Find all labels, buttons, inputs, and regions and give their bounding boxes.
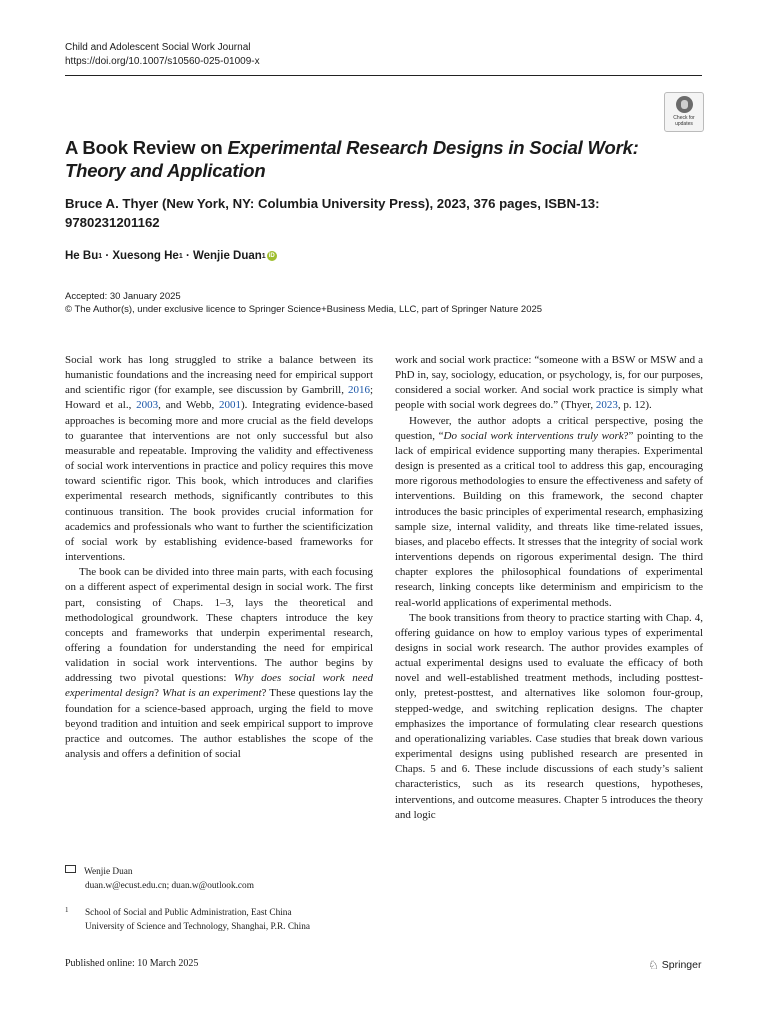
paragraph: The book transitions from theory to practice starting with Chap. 4, offering guidance on how to employ various types of experimental designs in social work research. The author provides examples of actual experimental designs used to evaluate the efficacy of both novel and well-established treatment methods, including posttest-only, pretest-posttest, and alternatives like solomon four-group, stepped-wedge, and switching replication designs. The chapter emphasizes the importance of formulating clear research questions and operationalizing variables. Case studies that break down various experimental designs using published research are presented in Chaps. 5 and 6. These include discussions of each study’s salient characteristics, such as its research questions, hypotheses, interventions, and outcome measures. Chapter 5 introduces the theory and logic [395,611,703,821]
citation-link[interactable]: 2003 [136,399,159,412]
published-date: Published online: 10 March 2025 [65,958,199,969]
affiliation-line: School of Social and Public Administration, East China [85,908,292,918]
book-citation: Bruce A. Thyer (New York, NY: Columbia University Press), 2023, 376 pages, ISBN-13: 9780231201162 [65,196,600,230]
author-list: He Bu 1 · Xuesong He 1 · Wenjie Duan 1 iD [65,250,275,262]
citation-link[interactable]: 2023 [595,399,618,412]
paragraph: The book can be divided into three main parts, with each focusing on a different aspect of experimental design in social work. The first part, consisting of Chaps. 1–3, lays the theoretical and methodological groundwork. These chapters introduce the key concepts and frameworks that underpin experimental research, offering a foundation for understanding the need for empirical validation in social work interventions. The author begins by addressing two pivotal questions: Why does social work need experimental design? What is an experiment? These questions lay the foundation for a science-based approach, urging the field to move beyond tradition and intuition and seek empirical support to improve practice and outcomes. The author establishes the scope of the analysis and offers a definition of social [65,566,373,761]
body-column-left [65,353,373,762]
check-for-updates-badge[interactable]: Check for updates [664,92,704,132]
check-for-updates-icon [676,96,693,113]
orcid-icon[interactable]: iD [268,253,275,259]
affiliation-note: 1 School of Social and Public Administration, East China University of Science and Technology, Shanghai, P.R. China [65,904,310,934]
doi-link[interactable]: https://doi.org/10.1007/s10560-025-01009-x [65,56,260,67]
paragraph: However, the author adopts a critical perspective, posing the question, “Do social work interventions truly work?” pointing to the lack of empirical evidence supporting many therapies. Experimental design is presented as a critical tool to address this gap, encouraging more rigorous methodologies to ensure the effectiveness and safety of interventions. Building on this framework, the second chapter introduces the basic principles of experimental research, emphasizing sample size, internal validity, and threats like time-related issues, biases, and placebo effects. It stresses that the integrity of social work interventions depends on rigorous experimental design. The third chapter explores the philosophical foundations of experimental research, linking concepts like determinism and empiricism to the real-world applications of experimental methods. [395,414,704,609]
citation-link[interactable]: 2001 [219,399,241,412]
paragraph: Social work has long struggled to strike a balance between its humanistic foundations and the increasing need for empirical support and scientific rigor (for example, see discussion by Gambrill, 2016; Howard et al., 2003, and Webb, 2001). Integrating evidence-based approaches is becoming more and more crucial as the field develops to guarantee that interventions are not only successful but also measurable and repeatable. Improving the validity and effectiveness of social work interventions in practice and policy requires this move toward scientific rigor. This book, which introduces and clarifies experimental research methods, significantly contributes to this continuous transition. The book provides crucial information for academics and professionals who want to further the scientificization of social work by establishing evidence-based frameworks for interventions. [65,354,374,564]
envelope-icon [65,865,76,873]
contact-name: Wenjie Duan [84,867,133,877]
paragraph: work and social work practice: “someone with a BSW or MSW and a PhD in, say, sociology, education, or psychology, is, for our purposes, considered a social worker. And social work practice is simply what people with social work degrees do.” (Thyer, 2023, p. 12). [395,354,703,412]
article-title: A Book Review on Experimental Research Designs in Social Work: Theory and Application [65,137,639,181]
author-name[interactable]: Wenjie Duan [192,250,262,262]
springer-horse-icon: ♘ [648,958,659,972]
corresponding-author-note [65,865,254,893]
citation-link[interactable]: 2016 [347,384,370,397]
article-dates [65,290,542,316]
body-column-right [395,353,703,823]
copyright-line: © The Author(s), under exclusive licence to Springer Science+Business Media, LLC, part of Springer Nature 2025 [65,304,543,315]
journal-header [65,41,260,69]
affiliation-line: University of Science and Technology, Shanghai, P.R. China [85,921,311,932]
publisher-name: Springer [661,959,702,971]
accepted-date: Accepted: 30 January 2025 [65,291,181,302]
header-rule [65,75,702,76]
publisher-logo [648,958,701,972]
journal-name: Child and Adolescent Social Work Journal [65,42,251,53]
contact-emails[interactable]: duan.w@ecust.edu.cn; duan.w@outlook.com [85,880,254,891]
author-name[interactable]: Xuesong He [112,250,179,262]
author-name[interactable]: He Bu [65,250,99,262]
